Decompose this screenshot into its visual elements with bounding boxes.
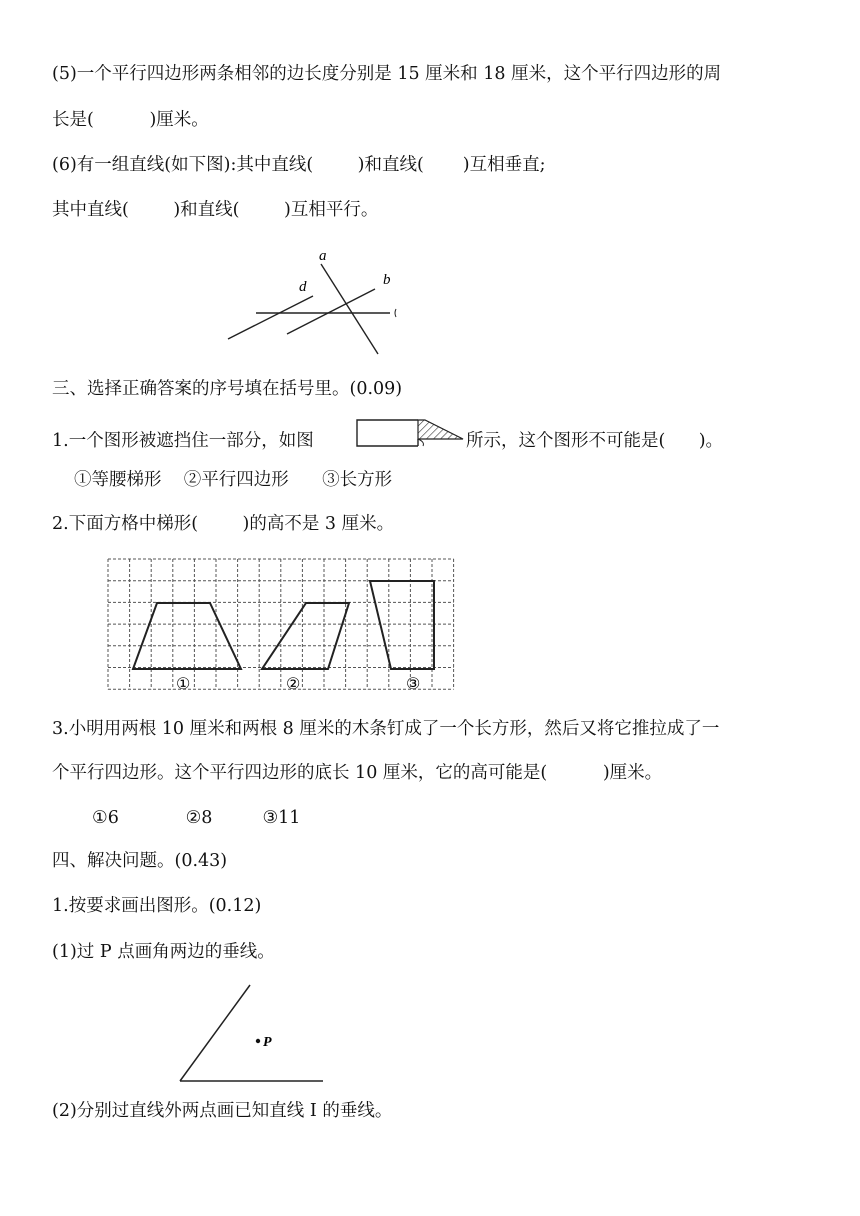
line-a [321, 264, 378, 354]
trapezoid-2-label: ② [286, 676, 301, 693]
s3-q3-line1: 3.小明用两根 10 厘米和两根 8 厘米的木条钉成了一个长方形，然后又将它推拉成了一 [52, 719, 720, 739]
section3-heading: 三、选择正确答案的序号填在括号里。(0.09) [52, 379, 403, 399]
trapezoid-1-label: ① [176, 676, 191, 693]
angle-figure [170, 980, 330, 1086]
trapezoid-grid-figure [104, 555, 458, 695]
s4-q1: 1.按要求画出图形。(0.12) [52, 896, 262, 916]
label-d: d [299, 279, 307, 295]
q6-line2: 其中直线( )和直线( )互相平行。 [52, 200, 379, 220]
s4-sub2: (2)分别过直线外两点画已知直线 I 的垂线。 [52, 1101, 393, 1121]
lines-figure [210, 244, 410, 359]
q5-line2: 长是( )厘米。 [52, 110, 209, 130]
label-b: b [383, 272, 391, 288]
trapezoid-3-label: ③ [406, 676, 421, 693]
point-p [256, 1039, 260, 1043]
s3-q1-options: ①等腰梯形 ②平行四边形 ③长方形 [74, 470, 393, 490]
s3-q3-line2: 个平行四边形。这个平行四边形的底长 10 厘米，它的高可能是( )厘米。 [52, 763, 663, 783]
trapezoid-2 [262, 603, 349, 669]
point-p-label: P [263, 1035, 272, 1050]
label-a: a [319, 248, 327, 264]
s4-sub1: (1)过 P 点画角两边的垂线。 [52, 942, 275, 962]
q5-line1: (5)一个平行四边形两条相邻的边长度分别是 15 厘米和 18 厘米，这个平行四边形的周 [52, 64, 722, 84]
angle-side-1 [180, 985, 250, 1081]
trapezoid-3 [370, 581, 434, 669]
s3-q3-options: ①6 ②8 ③11 [92, 808, 301, 828]
line-d [228, 296, 313, 339]
section4-heading: 四、解决问题。(0.43) [52, 851, 228, 871]
s3-q1-after: 所示，这个图形不可能是( )。 [466, 431, 724, 451]
s3-q2: 2.下面方格中梯形( )的高不是 3 厘米。 [52, 514, 395, 534]
trapezoid-1 [133, 603, 241, 669]
q6-line1: (6)有一组直线(如下图):其中直线( )和直线( )互相垂直; [52, 155, 546, 175]
s3-q1-before: 1.一个图形被遮挡住一部分，如图 [52, 431, 314, 451]
occluded-shape-figure [355, 418, 465, 452]
